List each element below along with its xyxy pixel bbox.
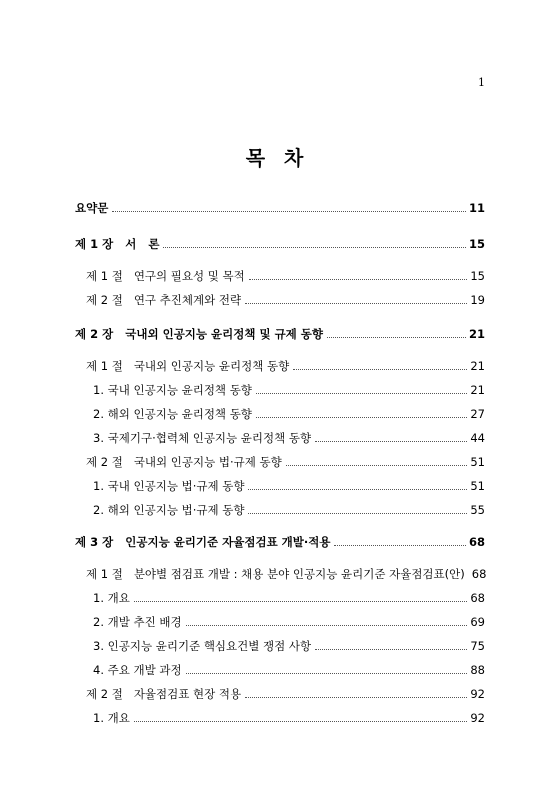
toc-entry-page: 51 <box>470 479 485 493</box>
toc-entry-page: 68 <box>471 567 487 581</box>
toc-entry[interactable] <box>0 638 555 654</box>
toc-entry-number: 제 2 절 <box>86 293 134 307</box>
toc-entry-page: 88 <box>470 663 485 677</box>
dot-leader <box>256 392 467 394</box>
toc-entry-title: 국내외 인공지능 윤리정책 동향 <box>133 359 290 373</box>
toc-entry-page: 68 <box>470 591 485 605</box>
toc-entry-page: 51 <box>470 455 485 469</box>
toc-entry-page: 75 <box>470 639 485 653</box>
toc-entry-title: 해외 인공지능 법·규제 동향 <box>107 503 245 517</box>
toc-entry-title: 개요 <box>107 591 130 605</box>
toc-entry-title: 해외 인공지능 윤리정책 동향 <box>107 407 252 421</box>
toc-entry-title: 국제기구·협력체 인공지능 윤리정책 동향 <box>107 431 312 445</box>
toc-entry-number: 4. <box>93 663 108 677</box>
dot-leader <box>315 440 467 442</box>
toc-entry-page: 15 <box>468 237 485 251</box>
toc-line <box>93 406 485 422</box>
page-title: 목 차 <box>245 146 310 170</box>
toc-entry-title: 서 론 <box>125 237 160 251</box>
toc-line <box>93 638 485 654</box>
toc-entry-number: 3. <box>93 431 108 445</box>
toc-entry-title: 국내외 인공지능 법·규제 동향 <box>133 455 282 469</box>
toc-entry-number: 제 2 장 <box>75 327 126 341</box>
toc-line <box>75 236 485 252</box>
toc-entry-title: 개발 추진 배경 <box>107 615 182 629</box>
toc-entry-title: 주요 개발 과정 <box>107 663 182 677</box>
toc-entry-page: 55 <box>470 503 485 517</box>
toc-entry[interactable] <box>0 430 555 446</box>
toc-entry-number: 제 3 장 <box>75 535 126 549</box>
toc-entry[interactable] <box>0 236 555 252</box>
toc-entry-number: 제 2 절 <box>86 687 134 701</box>
toc-entry-page: 44 <box>470 431 485 445</box>
toc-entry[interactable] <box>0 590 555 606</box>
toc-entry-title: 연구의 필요성 및 목적 <box>133 269 245 283</box>
dot-leader <box>248 488 467 490</box>
toc-entry-number: 1. <box>93 711 108 725</box>
toc-entry-page: 27 <box>470 407 485 421</box>
dot-leader <box>256 416 467 418</box>
toc-entry-page: 92 <box>470 711 485 725</box>
toc-entry[interactable] <box>0 614 555 630</box>
toc-line <box>75 534 485 550</box>
toc-entry[interactable] <box>0 454 555 470</box>
toc-entry[interactable] <box>0 662 555 678</box>
toc-line <box>93 430 485 446</box>
toc-entry-number: 1. <box>93 479 108 493</box>
toc-line <box>93 590 485 606</box>
dot-leader <box>134 720 468 722</box>
toc-entry[interactable] <box>0 478 555 494</box>
toc-entry[interactable] <box>0 710 555 726</box>
toc-entry-title: 연구 추진체계와 전략 <box>133 293 242 307</box>
dot-leader <box>134 600 468 602</box>
toc-entry[interactable] <box>0 406 555 422</box>
dot-leader <box>315 648 467 650</box>
dot-leader <box>327 336 466 338</box>
dot-leader <box>334 544 466 546</box>
toc-line <box>86 566 485 582</box>
toc-entry[interactable] <box>0 686 555 702</box>
toc-entry-number: 2. <box>93 503 108 517</box>
toc-entry-number: 제 1 절 <box>86 359 134 373</box>
toc-entry-number: 2. <box>93 407 108 421</box>
toc-line <box>86 454 485 470</box>
toc-entry-title: 요약문 <box>75 201 109 215</box>
dot-leader <box>186 672 468 674</box>
toc-entry-number: 제 1 장 <box>75 237 126 251</box>
toc-entry[interactable] <box>0 566 555 582</box>
toc-line <box>93 710 485 726</box>
toc-entry-number: 1. <box>93 591 108 605</box>
dot-leader <box>245 696 467 698</box>
toc-line <box>93 478 485 494</box>
toc-entry-number: 제 1 절 <box>86 567 134 581</box>
dot-leader <box>249 278 468 280</box>
toc-line <box>86 686 485 702</box>
toc-entry-title: 인공지능 윤리기준 핵심요건별 쟁점 사항 <box>107 639 312 653</box>
page-number: 1 <box>478 76 485 89</box>
toc-entry[interactable] <box>0 200 555 216</box>
toc-entry-page: 92 <box>470 687 485 701</box>
dot-leader <box>186 624 468 626</box>
toc-entry-number: 2. <box>93 615 108 629</box>
toc-entry-title: 인공지능 윤리기준 자율점검표 개발·적용 <box>125 535 331 549</box>
toc-entry-page: 69 <box>470 615 485 629</box>
toc-entry-page: 15 <box>470 269 485 283</box>
toc-entry-number: 3. <box>93 639 108 653</box>
dot-leader <box>163 246 466 248</box>
toc-entry-number: 제 1 절 <box>86 269 134 283</box>
dot-leader <box>286 464 468 466</box>
toc-entry[interactable] <box>0 502 555 518</box>
toc-line <box>86 358 485 374</box>
toc-entry[interactable] <box>0 292 555 308</box>
toc-entry-page: 21 <box>468 327 485 341</box>
toc-entry-page: 68 <box>468 535 485 549</box>
toc-entry-number: 제 2 절 <box>86 455 134 469</box>
toc-entry-title: 국내외 인공지능 윤리정책 및 규제 동향 <box>125 327 324 341</box>
toc-line <box>93 502 485 518</box>
toc-entry-number: 1. <box>93 383 108 397</box>
toc-entry[interactable] <box>0 382 555 398</box>
toc-entry[interactable] <box>0 326 555 342</box>
toc-entry-page: 21 <box>470 359 485 373</box>
toc-line <box>86 292 485 308</box>
toc-entry-page: 21 <box>470 383 485 397</box>
toc-line <box>93 662 485 678</box>
dot-leader <box>245 302 467 304</box>
toc-line <box>75 326 485 342</box>
toc-entry-title: 분야별 점검표 개발 : 채용 분야 인공지능 윤리기준 자율점검표(안) <box>133 567 465 581</box>
toc-entry-page: 19 <box>470 293 485 307</box>
toc-line <box>93 382 485 398</box>
toc-line <box>93 614 485 630</box>
toc-entry-title: 국내 인공지능 윤리정책 동향 <box>107 383 252 397</box>
toc-entry[interactable] <box>0 268 555 284</box>
toc-entry-title: 자율점검표 현장 적용 <box>133 687 242 701</box>
toc-line <box>75 200 485 216</box>
toc-entry-title: 개요 <box>107 711 130 725</box>
dot-leader <box>112 210 466 212</box>
toc-line <box>86 268 485 284</box>
dot-leader <box>248 512 467 514</box>
toc-entry[interactable] <box>0 534 555 550</box>
dot-leader <box>293 368 467 370</box>
toc-entry[interactable] <box>0 358 555 374</box>
toc-entry-title: 국내 인공지능 법·규제 동향 <box>107 479 245 493</box>
toc-entry-page: 11 <box>468 201 485 215</box>
